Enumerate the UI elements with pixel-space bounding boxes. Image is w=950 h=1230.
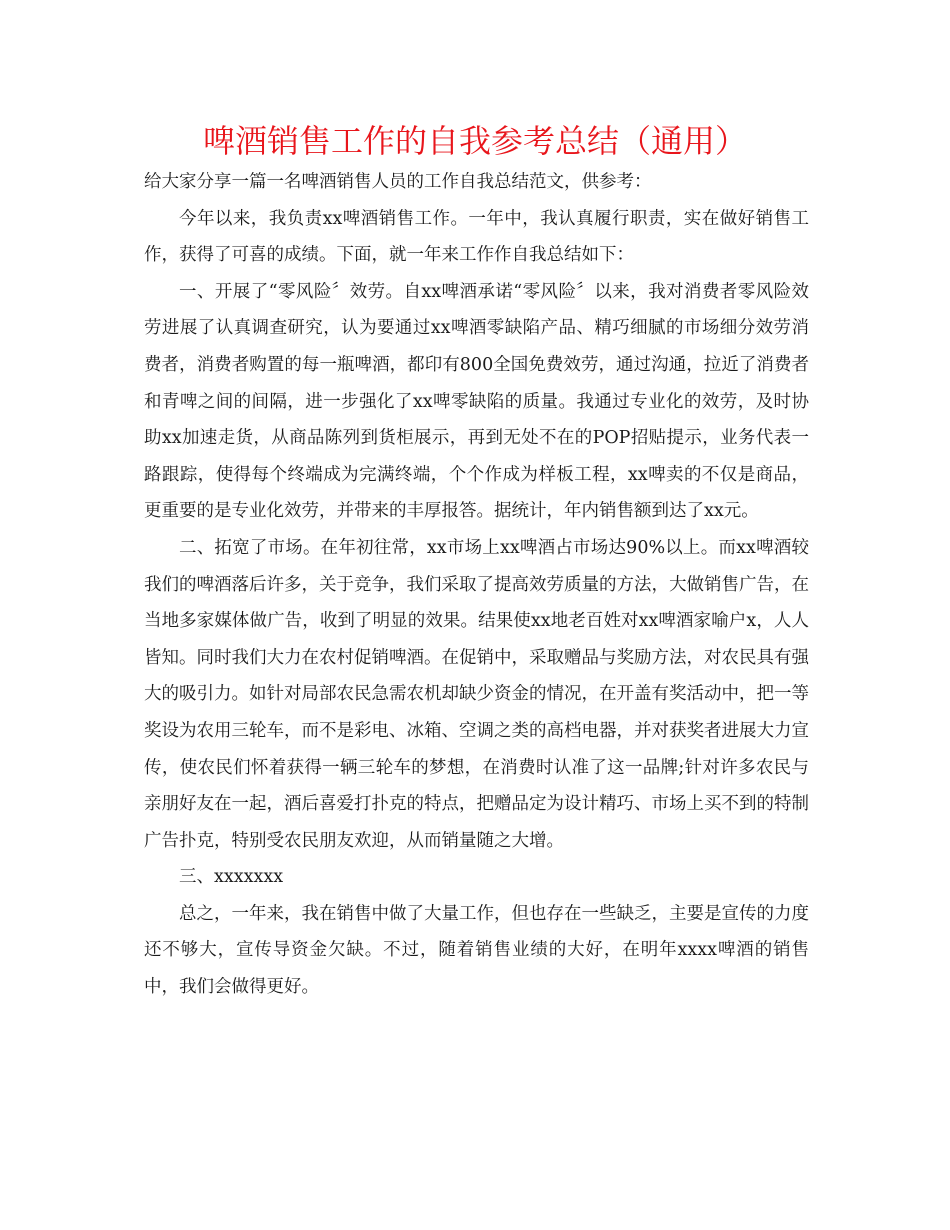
conclusion-paragraph: 总之，一年来，我在销售中做了大量工作，但也存在一些缺乏，主要是宣传的力度还不够大，宣传导资金欠缺。不过，随着销售业绩的大好，在明年xxxx啤酒的销售中，我们会做得更好。 [144, 903, 809, 998]
intro-paragraph: 给大家分享一篇一名啤酒销售人员的工作自我总结范文，供参考： [144, 172, 652, 192]
document-title: 啤酒销售工作的自我参考总结（通用） [202, 122, 747, 160]
section-two-paragraph: 二、拓宽了市场。在年初往常，xx市场上xx啤酒占市场达90%以上。而xx啤酒较我们的啤酒落后许多，关于竞争，我们采取了提高效劳质量的方法，大做销售广告，在当地多家媒体做广告，收到了明显的效果。结果使xx地老百姓对xx啤酒家喻户x，人人皆知。同时我们大力在农村促销啤酒。在促销中，采取赠品与奖励方法，对农民具有强大的吸引力。如针对局部农民急需农机却缺少资金的情况，在开盖有奖活动中，把一等奖设为农用三轮车，而不是彩电、冰箱、空调之类的高档电器，并对获奖者进展大力宣传，使农民们怀着获得一辆三轮车的梦想，在消费时认准了这一品牌;针对许多农民与亲朋好友在一起，酒后喜爱打扑克的特点，把赠品定为设计精巧、市场上买不到的特制广告扑克，特别受农民朋友欢迎，从而销量随之大增。 [144, 537, 809, 851]
overview-paragraph: 今年以来，我负责xx啤酒销售工作。一年中，我认真履行职责，实在做好销售工作，获得了可喜的成绩。下面，就一年来工作作自我总结如下： [144, 208, 809, 266]
document-body [144, 164, 809, 1006]
section-one-paragraph: 一、开展了“零风险〞效劳。自xx啤酒承诺“零风险〞以来，我对消费者零风险效劳进展了认真调查研究，认为要通过xx啤酒零缺陷产品、精巧细腻的市场细分效劳消费者，消费者购置的每一瓶啤酒，都印有800全国免费效劳，通过沟通，拉近了消费者和青啤之间的间隔，进一步强化了xx啤零缺陷的质量。我通过专业化的效劳，及时协助xx加速走货，从商品陈列到货柜展示，再到无处不在的POP招贴提示，业务代表一路跟踪，使得每个终端成为完满终端，个个作成为样板工程，xx啤卖的不仅是商品，更重要的是专业化效劳，并带来的丰厚报答。据统计，年内销售额到达了xx元。 [144, 281, 809, 522]
section-three-heading: 三、xxxxxxx [179, 867, 284, 888]
